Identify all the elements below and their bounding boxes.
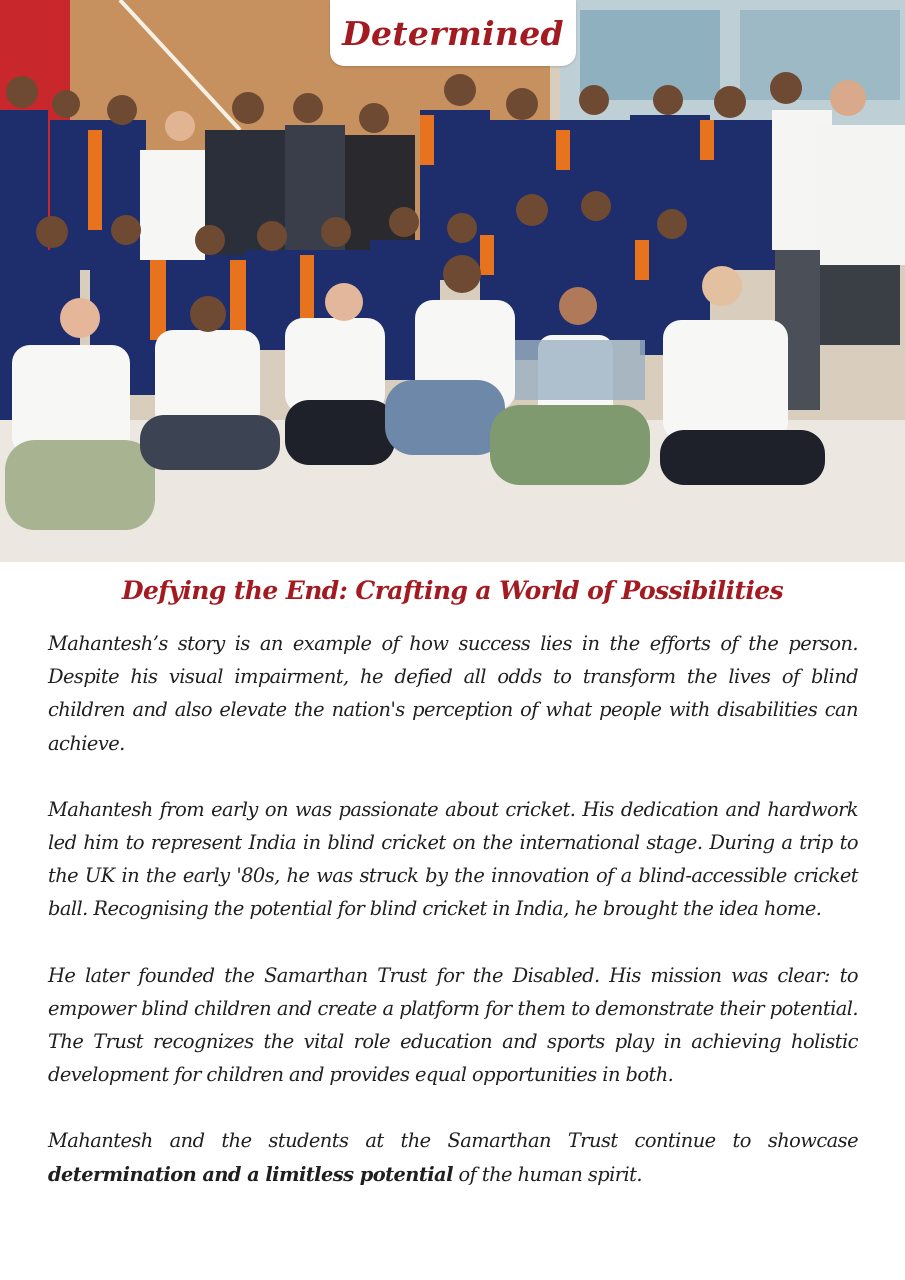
article-headline: Defying the End: Crafting a World of Possibilities bbox=[121, 576, 784, 605]
article-body bbox=[48, 627, 858, 1191]
closing-emphasis: determination and a limitless potential bbox=[48, 1162, 453, 1186]
paragraph-cricket: Mahantesh from early on was passionate about cricket. His dedication and hardwork led him to represent India in blind cricket on the international stage. During a trip to the UK in the early '80s, he was struck by the innovation of a blind-accessible cricket ball. Recognising the potential for blind cricket in India, he brought the idea home. bbox=[48, 797, 858, 921]
closing-text-after: of the human spirit. bbox=[452, 1162, 643, 1186]
paragraph-closing bbox=[48, 1124, 858, 1190]
paragraph-intro: Mahantesh’s story is an example of how success lies in the efforts of the person. Despite his visual impairment, he defied all odds to transform the lives of blind children and also elevate the nation's perception of what people with disabilities can achieve. bbox=[48, 632, 858, 755]
section-badge bbox=[330, 0, 576, 66]
badge-label: Determined bbox=[342, 13, 564, 53]
paragraph-trust: He later founded the Samarthan Trust for the Disabled. His mission was clear: to empower blind children and create a platform for them to demonstrate their potential. The Trust recognizes the vital role education and sports play in achieving holistic development for children and provides equal opportunities in both. bbox=[48, 963, 858, 1087]
group-photo bbox=[0, 0, 905, 562]
group-photo-illustration bbox=[0, 0, 905, 562]
closing-text-before: Mahantesh and the students at the Samarthan Trust continue to showcase bbox=[48, 1129, 858, 1153]
